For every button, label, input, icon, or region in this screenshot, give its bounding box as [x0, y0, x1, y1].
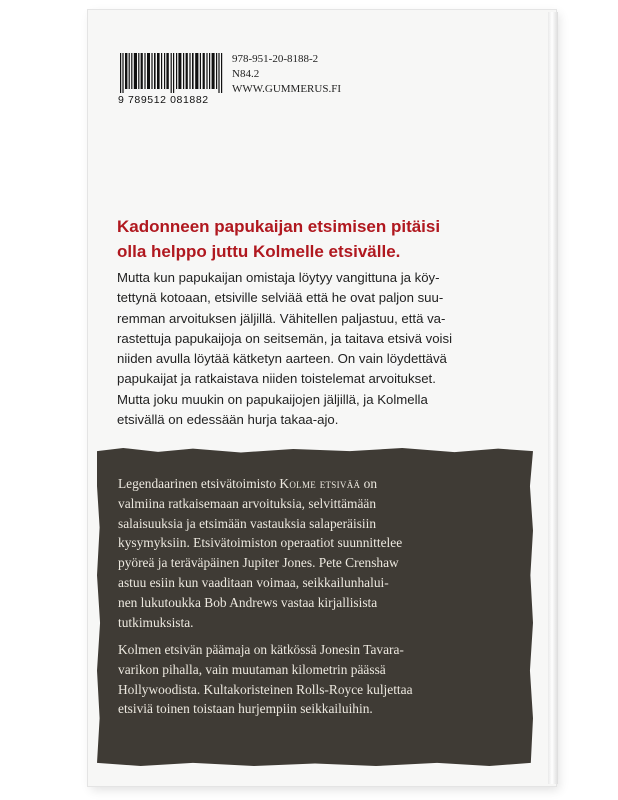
series-info-paragraph-1	[118, 474, 528, 632]
publisher-website: WWW.GUMMERUS.FI	[232, 83, 341, 95]
isbn-number: 978-951-20-8188-2	[232, 53, 319, 65]
series-info-paragraph-2	[118, 640, 528, 719]
panel-line: etsiviä toinen toistaan hurjempiin seikkailuihin.	[118, 701, 373, 717]
book-spine-edge	[548, 12, 558, 784]
panel-line: Hollywoodista. Kultakoristeinen Rolls-Royce kuljettaa	[118, 681, 413, 697]
panel-line: nen lukutoukka Bob Andrews vastaa kirjallisista	[118, 594, 378, 610]
classification-code: N84.2	[232, 68, 260, 80]
blurb-line: Mutta joku muukin on papukaijojen jäljillä, ja Kolmella	[117, 391, 428, 407]
publisher-info	[232, 52, 341, 97]
barcode-bars	[120, 53, 224, 93]
panel-line: Kolmen etsivän päämaja on kätkössä Jonesin Tavara-	[118, 642, 404, 657]
agency-name: Kolme etsivää	[279, 476, 361, 491]
blurb-line: tettynä kotoaan, etsiville selviää että he ovat paljon suu-	[117, 290, 444, 306]
headline-line: olla helppo juttu Kolmelle etsivälle.	[117, 242, 401, 261]
blurb-line: remman arvoituksen jäljillä. Vähitellen paljastuu, että va-	[117, 310, 446, 326]
blurb-paragraph	[117, 268, 537, 430]
blurb-line: niiden avulla löytää kätketyn aarteen. On vain löydettävä	[117, 351, 447, 367]
panel-line-prefix: Legendaarinen etsivätoimisto	[118, 476, 280, 491]
panel-line	[118, 474, 528, 494]
blurb-line: Mutta kun papukaijan omistaja löytyy vangittuna ja köy-	[117, 270, 440, 285]
panel-line: tutkimuksista.	[118, 614, 194, 630]
barcode	[118, 50, 226, 110]
panel-line: kysymyksiin. Etsivätoimiston operaatiot suunnittelee	[118, 535, 403, 551]
panel-line: varikon pihalla, vain muutaman kilometrin päässä	[118, 661, 386, 677]
panel-line: astuu esiin kun vaaditaan voimaa, seikkailunhalui-	[118, 574, 389, 590]
headline	[117, 214, 537, 264]
blurb-line: papukaijat ja ratkaistava niiden toistelemat arvoitukset.	[117, 371, 436, 387]
headline-line: Kadonneen papukaijan etsimisen pitäisi	[117, 217, 441, 236]
barcode-number: 9 789512 081882	[118, 94, 209, 106]
panel-line: valmiina ratkaisemaan arvoituksia, selvittämään	[118, 495, 377, 511]
blurb-line: etsivällä on edessään hurja takaa-ajo.	[117, 412, 339, 428]
panel-line-suffix: on	[360, 476, 378, 491]
panel-line: pyöreä ja teräväpäinen Jupiter Jones. Pete Crenshaw	[118, 555, 399, 571]
panel-line: salaisuuksia ja etsimään vastauksia salaperäisiin	[118, 515, 377, 531]
blurb-line: rastettuja papukaijoja on seitsemän, ja taitava etsivä voisi	[117, 330, 452, 346]
